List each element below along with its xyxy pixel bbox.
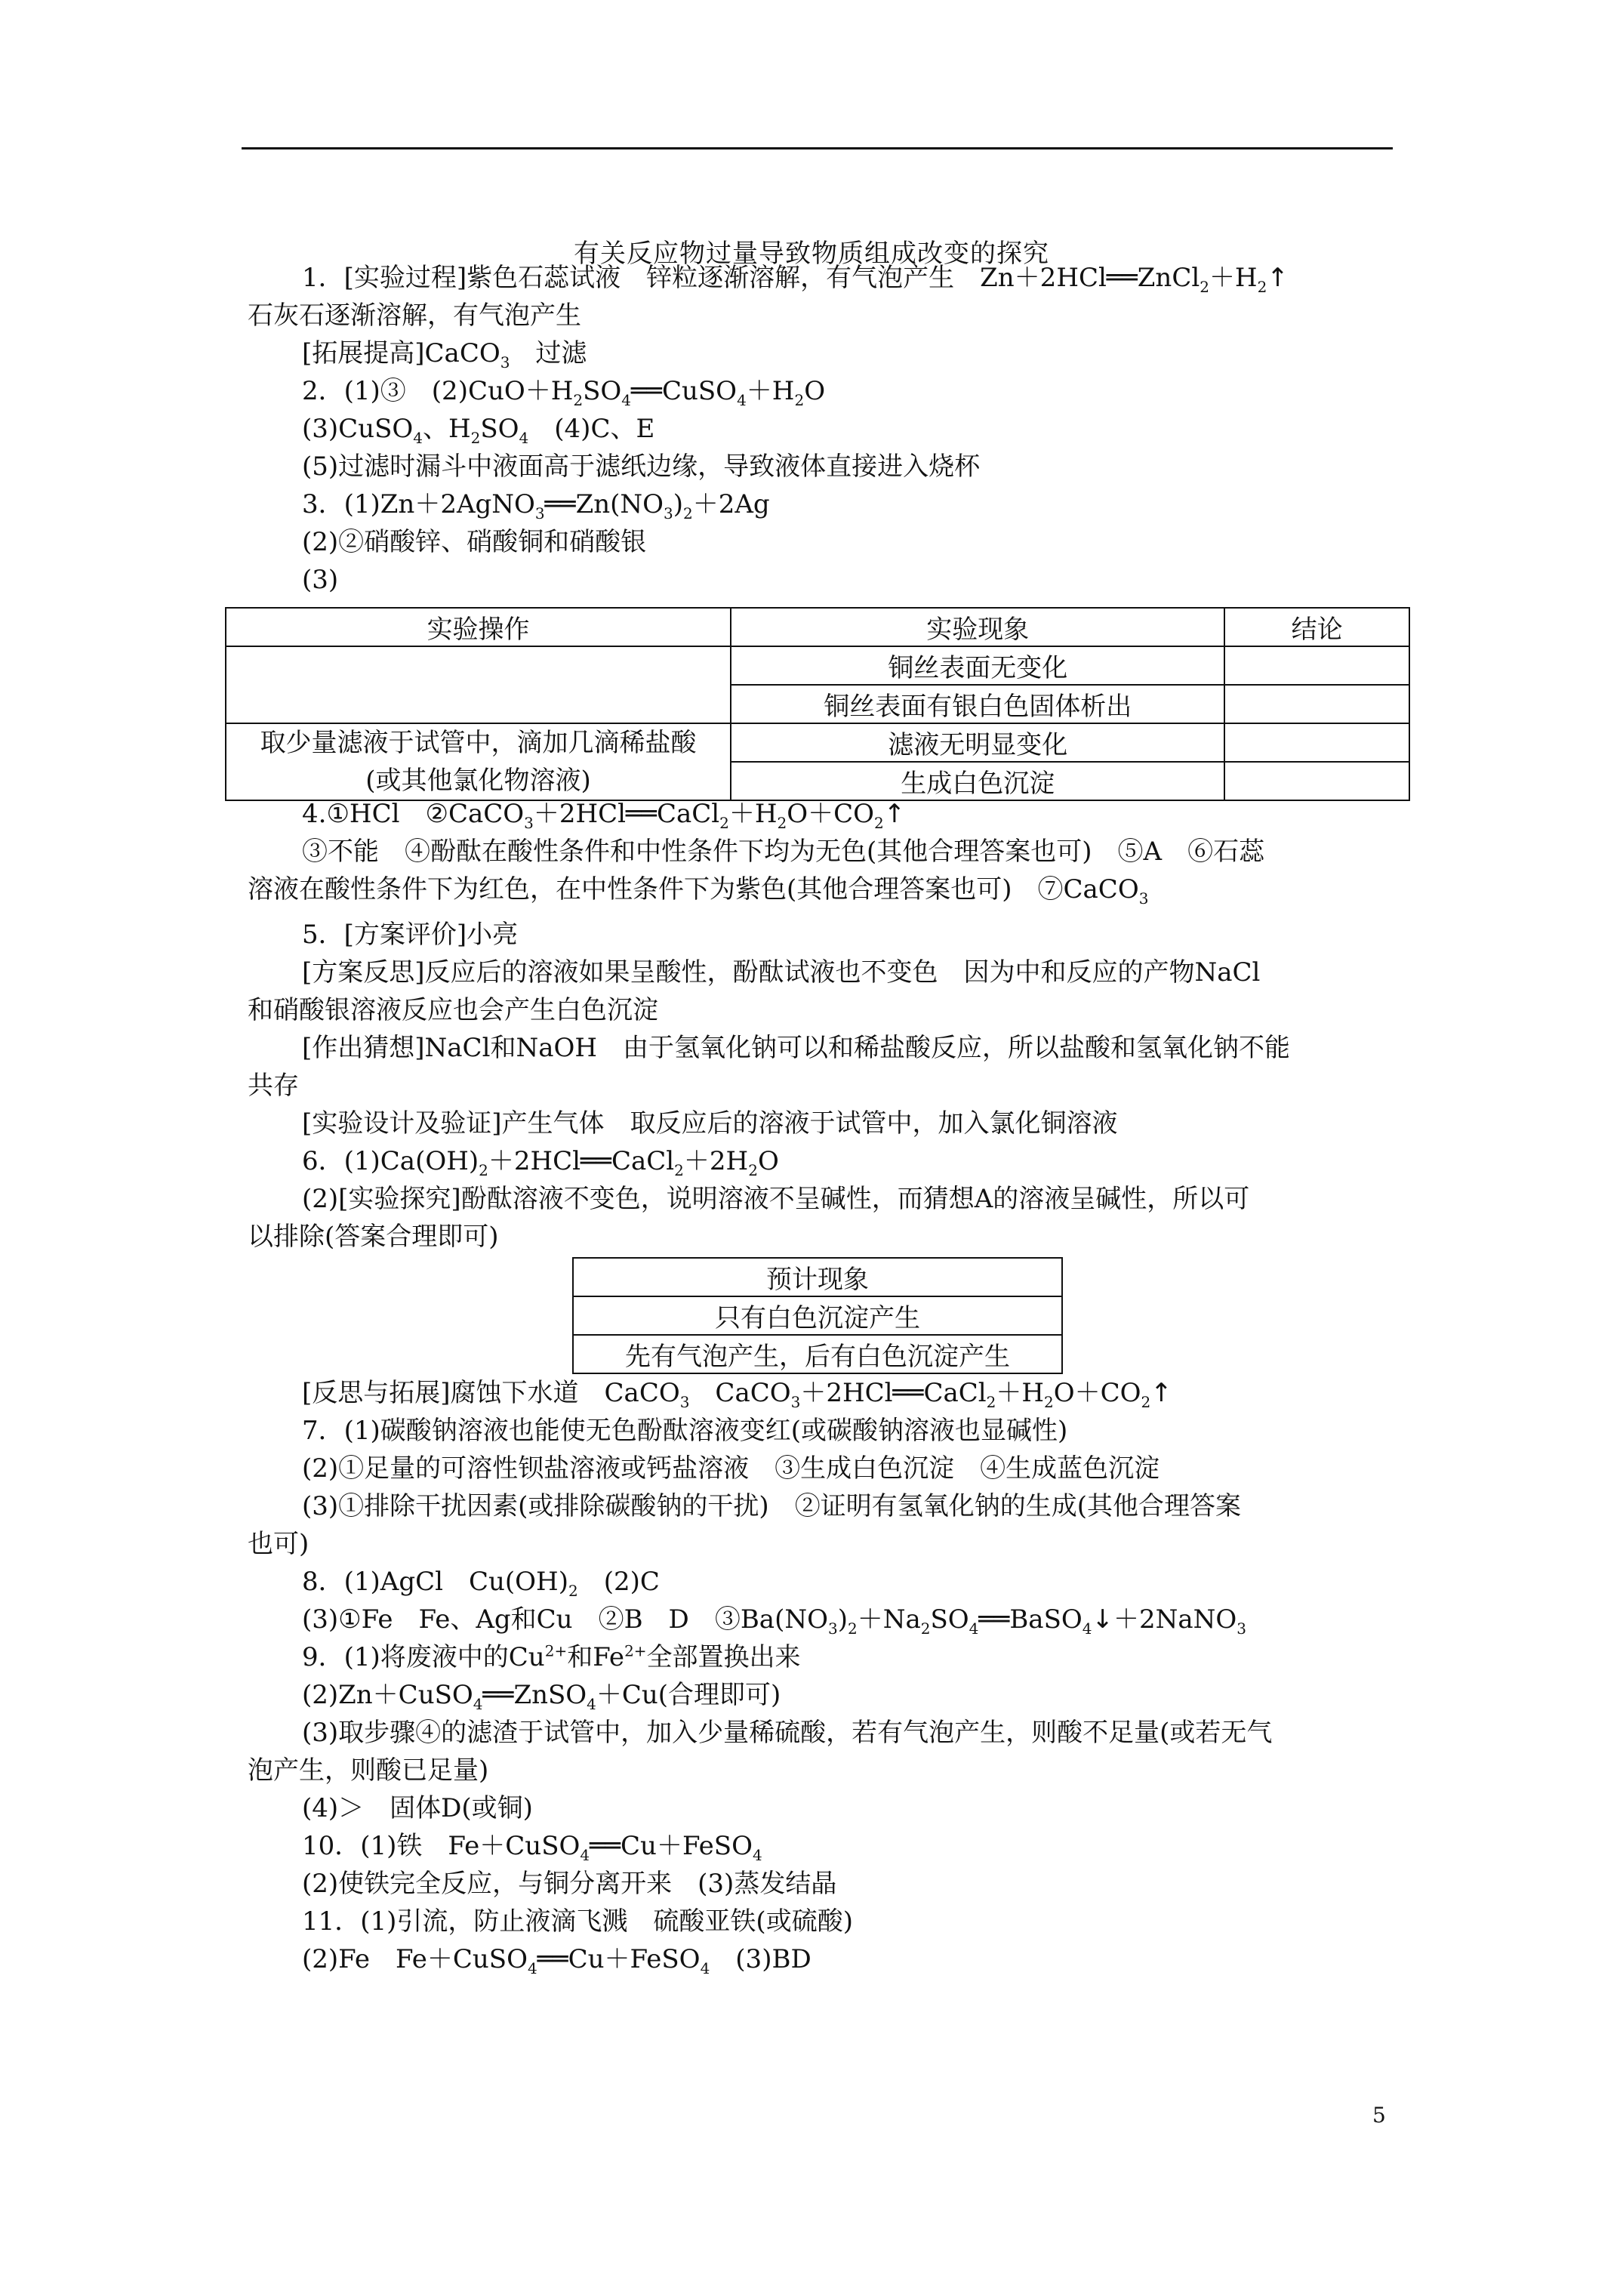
- table-cell-empty: [1224, 762, 1409, 800]
- answer-5-line-2: [方案反思]反应后的溶液如果呈酸性，酚酞试液也不变色 因为中和反应的产物NaCl: [302, 957, 1261, 988]
- answer-11-line-1: 11．(1)引流，防止液滴飞溅 硫酸亚铁(或硫酸): [302, 1906, 853, 1937]
- header-operation: 实验操作: [226, 608, 731, 646]
- answer-2-line-3: (5)过滤时漏斗中液面高于滤纸边缘，导致液体直接进入烧杯: [302, 451, 981, 482]
- answer-3-line-1: 3．$(1)Zn+2AgNO_3══Zn(NO_3)_2+2Ag$: [302, 489, 770, 522]
- prediction-table: [572, 1257, 1063, 1374]
- page-number: 5: [1372, 2103, 1386, 2128]
- answer-1-line-2: 石灰石逐渐溶解，有气泡产生: [248, 300, 581, 331]
- answer-2-line-2: (3)CuSO$_4$、$H_2SO_4$ (4)C、E: [302, 414, 655, 447]
- answer-5-line-4: [作出猜想]NaCl和NaOH 由于氢氧化钠可以和稀盐酸反应，所以盐酸和氢氧化钠不能: [302, 1033, 1290, 1063]
- answer-3-line-3: (3): [302, 565, 339, 595]
- header-phenomenon: 实验现象: [731, 608, 1224, 646]
- answer-5-line-3: 和硝酸银溶液反应也会产生白色沉淀: [248, 995, 658, 1025]
- answer-4-line-3: 溶液在酸性条件下为红色，在中性条件下为紫色(其他合理答案也可) ⑦CaCO$_3$: [248, 874, 1149, 908]
- header-conclusion: 结论: [1224, 608, 1409, 646]
- answer-6-line-1: 6．$(1)Ca(OH)_2+2HCl══CaCl_2+2H_2O$: [302, 1146, 779, 1179]
- answer-7-line-1: 7．(1)碳酸钠溶液也能使无色酚酞溶液变红(或碳酸钠溶液也显碱性): [302, 1416, 1068, 1446]
- header-prediction: 预计现象: [573, 1258, 1062, 1296]
- answer-6-line-4: [反思与拓展]腐蚀下水道 CaCO$_3$ $CaCO_3+2HCl══CaCl_2+H_2O+CO_2↑$: [302, 1378, 1172, 1411]
- table-cell-operation: 取少量滤液于试管中，滴加几滴稀盐酸 (或其他氯化物溶液): [226, 723, 731, 800]
- answer-5-line-6: [实验设计及验证]产生气体 取反应后的溶液于试管中，加入氯化铜溶液: [302, 1108, 1118, 1139]
- answer-6-line-2: (2)[实验探究]酚酞溶液不变色，说明溶液不呈碱性，而猜想A的溶液呈碱性，所以可: [302, 1184, 1250, 1214]
- experiment-table: [225, 607, 1410, 801]
- header-rule: [242, 147, 1393, 149]
- page-title: 有关反应物过量导致物质组成改变的探究: [574, 239, 1049, 269]
- answer-11-line-2: (2)Fe Fe＋CuSO$_4$══Cu＋FeSO$_4$ (3)BD: [302, 1944, 812, 1977]
- answer-3-line-2: (2)②硝酸锌、硝酸铜和硝酸银: [302, 527, 647, 557]
- answer-4-line-1: 4.①HCl $②CaCO_3+2HCl══CaCl_2+H_2O+CO_2↑$: [302, 799, 906, 832]
- answer-10-line-2: (2)使铁完全反应，与铜分离开来 (3)蒸发结晶: [302, 1869, 837, 1899]
- answer-2-line-1: 2．(1)③ $(2)CuO+H_2SO_4══CuSO_4+H_2O$: [302, 376, 826, 409]
- table-cell-empty: [226, 646, 731, 723]
- table-cell: 生成白色沉淀: [731, 762, 1224, 800]
- answer-9-line-2: (2)Zn＋CuSO$_4$══ZnSO$_4$＋Cu(合理即可): [302, 1680, 781, 1713]
- answer-7-line-2: (2)①足量的可溶性钡盐溶液或钙盐溶液 ③生成白色沉淀 ④生成蓝色沉淀: [302, 1453, 1160, 1484]
- table-cell: 只有白色沉淀产生: [573, 1296, 1062, 1335]
- answer-9-line-1: 9．(1)将废液中的$Cu^{2+}$和$Fe^{2+}$全部置换出来: [302, 1641, 801, 1672]
- table-cell: 铜丝表面无变化: [731, 646, 1224, 685]
- table-cell: 先有气泡产生，后有白色沉淀产生: [573, 1335, 1062, 1373]
- table-cell-empty: [1224, 723, 1409, 762]
- answer-1-line-3: [拓展提高]CaCO$_3$ 过滤: [302, 338, 587, 371]
- answer-9-line-3: (3)取步骤④的滤渣于试管中，加入少量稀硫酸，若有气泡产生，则酸不足量(或若无气: [302, 1718, 1273, 1748]
- answer-6-line-3: 以排除(答案合理即可): [248, 1222, 499, 1252]
- answer-8-line-2: (3)①Fe Fe、Ag和Cu ②B D $③Ba(NO_3)_2+Na_2SO_4══BaSO_4↓+2NaNO_3$: [302, 1604, 1246, 1638]
- answer-9-line-4: 泡产生，则酸已足量): [248, 1755, 489, 1786]
- answer-5-line-5: 共存: [248, 1071, 299, 1101]
- table-cell-empty: [1224, 685, 1409, 723]
- answer-4-line-2: ③不能 ④酚酞在酸性条件和中性条件下均为无色(其他合理答案也可) ⑤A ⑥石蕊: [302, 837, 1265, 867]
- answer-1-line-1: 1．[实验过程]紫色石蕊试液 锌粒逐渐溶解，有气泡产生 $Zn+2HCl══ZnCl_2+H_2↑$: [302, 263, 1289, 296]
- table-cell-empty: [1224, 646, 1409, 685]
- table-cell: 滤液无明显变化: [731, 723, 1224, 762]
- table-cell: 铜丝表面有银白色固体析出: [731, 685, 1224, 723]
- answer-9-line-5: (4)＞ 固体D(或铜): [302, 1793, 533, 1823]
- answer-5-line-1: 5．[方案评价]小亮: [302, 920, 519, 950]
- answer-10-line-1: 10．(1)铁 Fe＋CuSO$_4$══Cu＋FeSO$_4$: [302, 1831, 762, 1864]
- answer-7-line-4: 也可): [248, 1529, 310, 1559]
- answer-7-line-3: (3)①排除干扰因素(或排除碳酸钠的干扰) ②证明有氢氧化钠的生成(其他合理答案: [302, 1491, 1241, 1521]
- answer-8-line-1: 8．(1)AgCl $Cu(OH)_2$ (2)C: [302, 1567, 660, 1600]
